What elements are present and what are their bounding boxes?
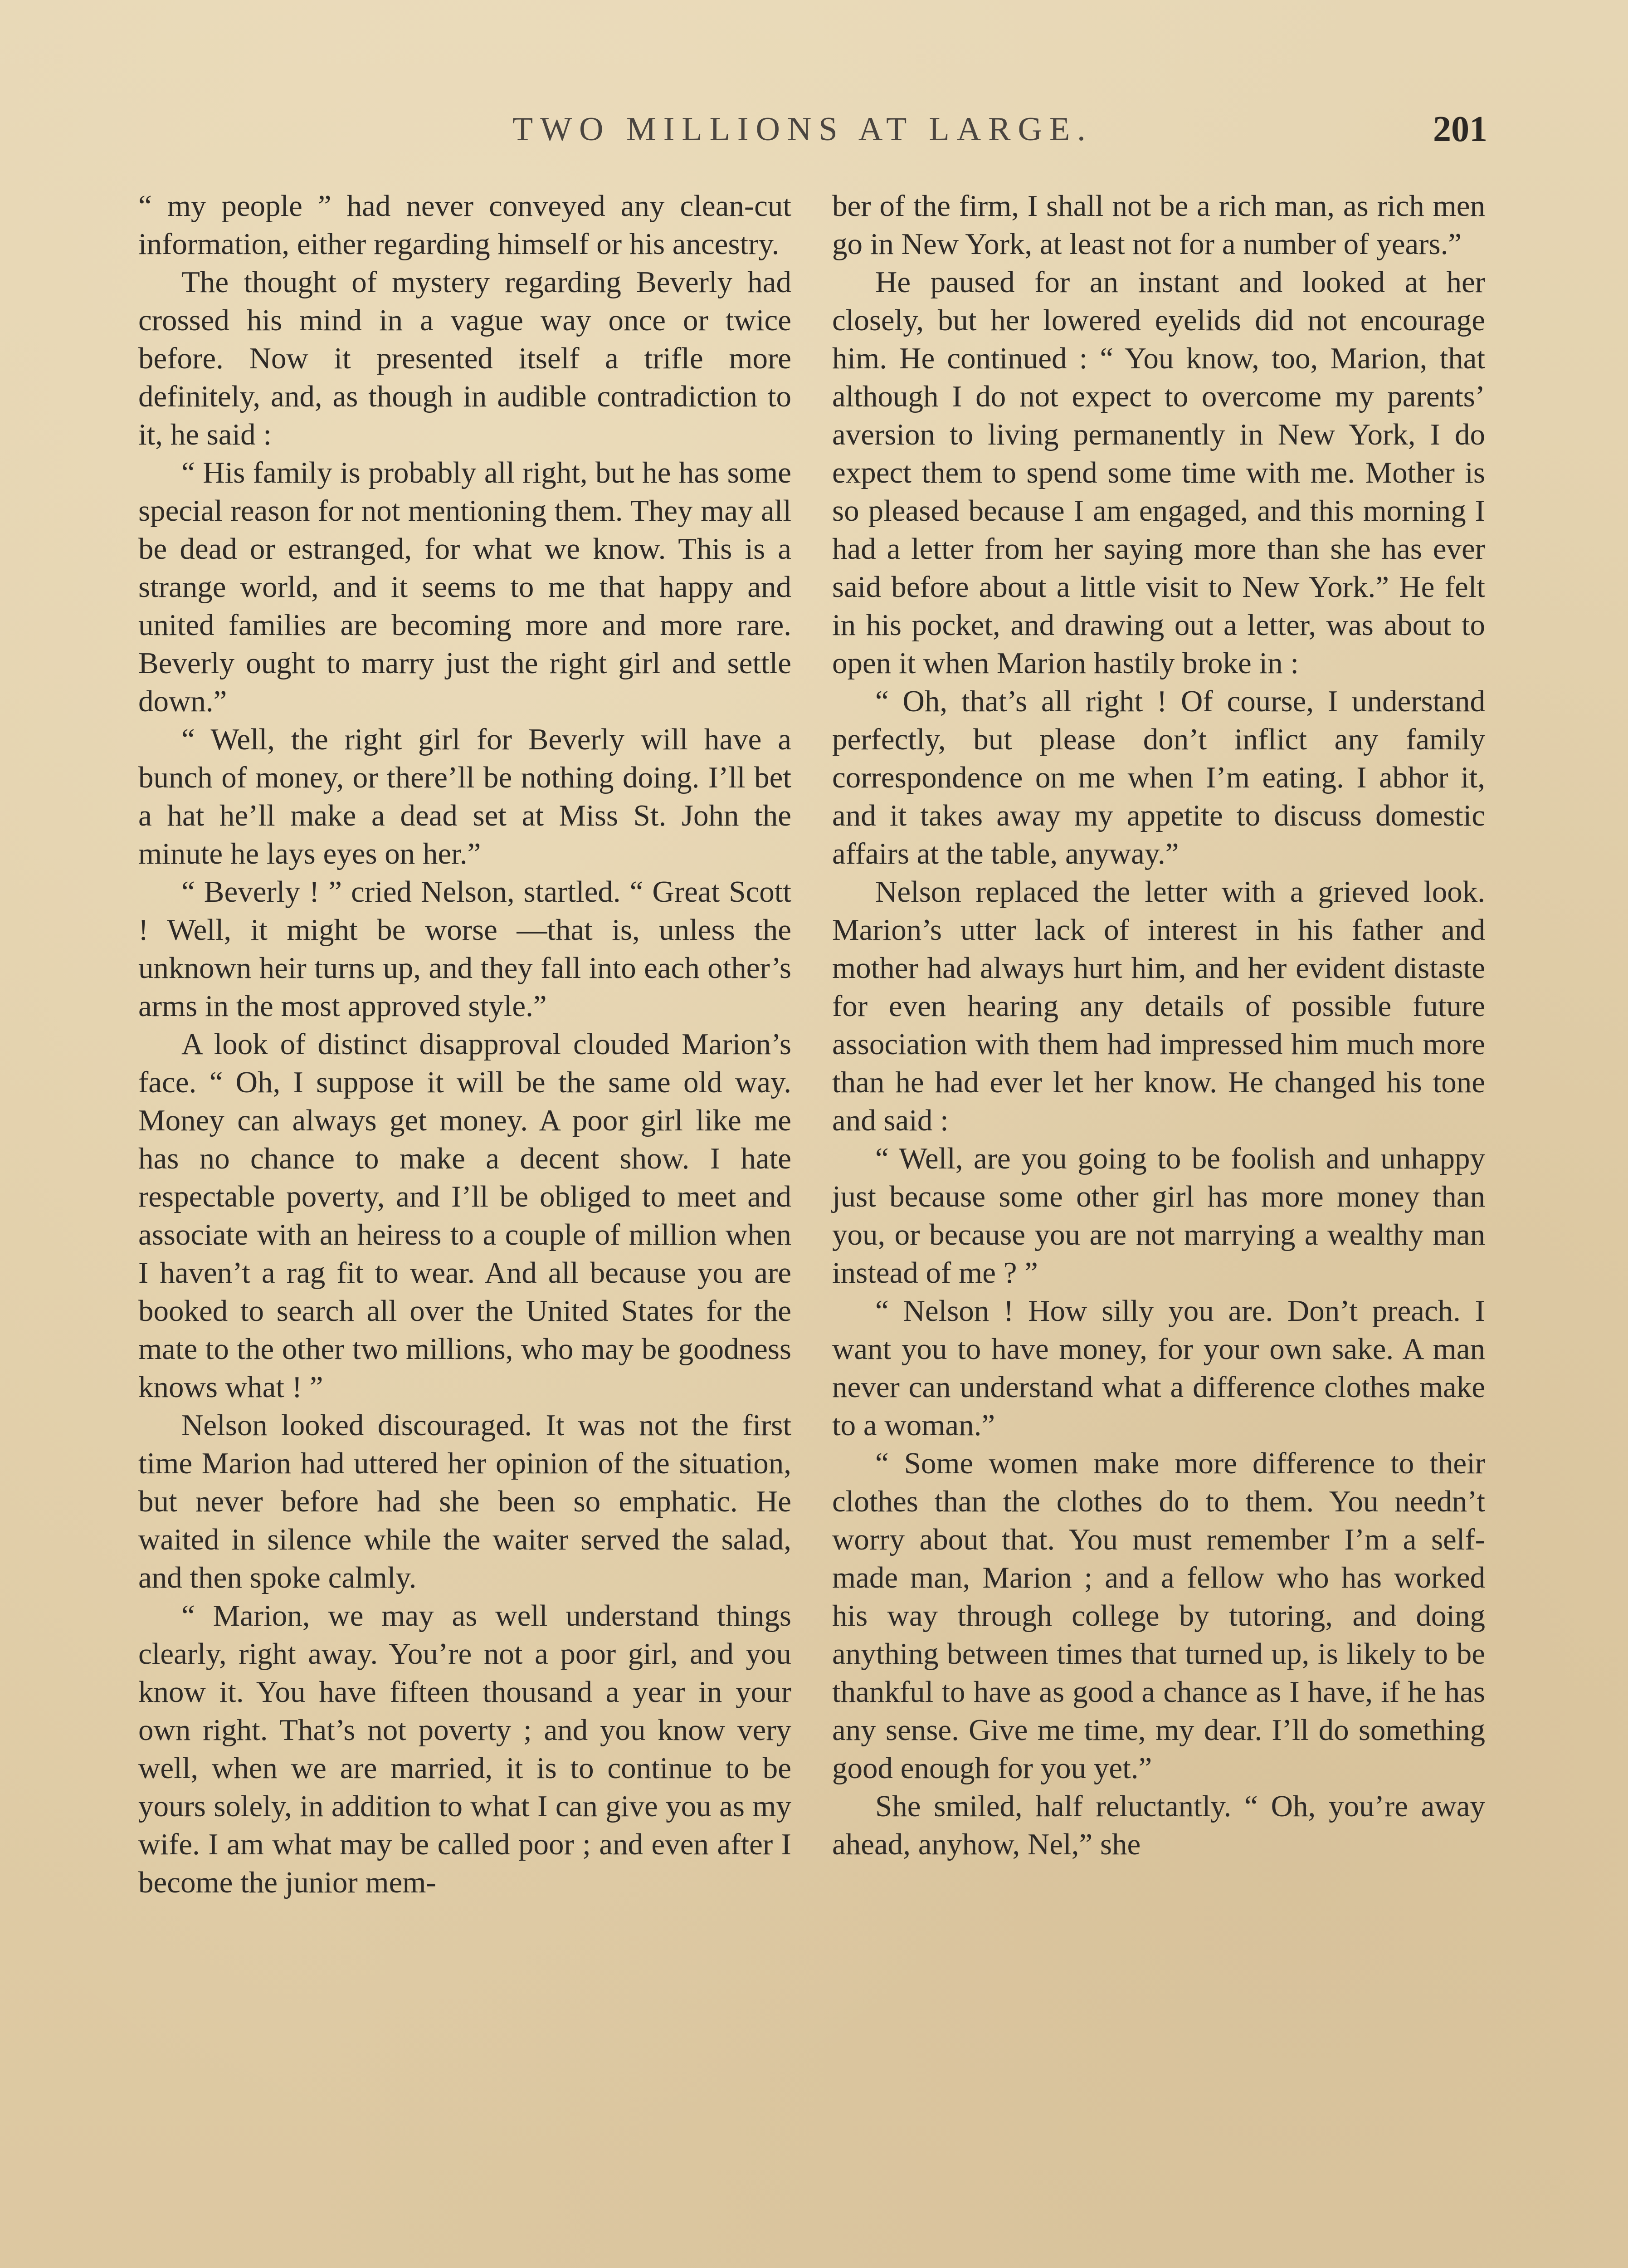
paragraph: A look of distinct disapproval clouded Marion’s face. “ Oh, I suppose it will be the same old way. Money can always get money. A poor girl like me has no chance to make a decent show. I hate respectable poverty, and I’ll be obliged to meet and associate with an heiress to a couple of million when I haven’t a rag fit to wear. And all because you are booked to search all over the United States for the mate to the other two millions, who may be goodness knows what ! ” [138, 1027, 791, 1404]
paragraph: “ His family is probably all right, but he has some special reason for not mentioning them. They may all be dead or estranged, for what we know. This is a strange world, and it seems to me that happy and united families are becoming more and more rare. Beverly ought to marry just the right girl and settle down.” [138, 456, 791, 718]
paragraph: He paused for an instant and looked at her closely, but her lowered eyelids did not encourage him. He continued : “ You know, too, Marion, that although I do not expect to overcome my parents’ aversion to living permanently in New York, I do expect them to spend some time with me. Mother is so pleased because I am engaged, and this morning I had a letter from her saying more than she has ever said before about a little visit to New York.” He felt in his pocket, and drawing out a letter, was about to open it when Marion hastily broke in : [832, 265, 1485, 680]
right-column [832, 187, 1485, 1863]
paragraph: Nelson looked discouraged. It was not the first time Marion had uttered her opinion of the situation, but never before had she been so emphatic. He waited in silence while the waiter served the salad, and then spoke calmly. [138, 1408, 791, 1594]
page-header [127, 104, 1487, 154]
paragraph: ber of the firm, I shall not be a rich man, as rich men go in New York, at least not for a number of years.” [832, 189, 1485, 261]
paragraph: Nelson replaced the letter with a grieved look. Marion’s utter lack of interest in his father and mother had always hurt him, and her evident distaste for even hearing any details of possible future association with them had impressed him much more than he had ever let her know. He changed his tone and said : [832, 875, 1485, 1137]
paragraph: “ Well, are you going to be foolish and unhappy just because some other girl has more money than you, or because you are not marrying a wealthy man instead of me ? ” [832, 1142, 1485, 1290]
paragraph: The thought of mystery regarding Beverly had crossed his mind in a vague way once or twice before. Now it presented itself a trifle more definitely, and, as though in audible contradiction to it, he said : [138, 265, 791, 451]
paragraph: “ Well, the right girl for Beverly will have a bunch of money, or there’ll be nothing doing. I’ll bet a hat he’ll make a dead set at Miss St. John the minute he lays eyes on her.” [138, 723, 791, 870]
page-number: 201 [1433, 109, 1487, 149]
paragraph: “ Some women make more difference to their clothes than the clothes do to them. You needn’t worry about that. You must remember I’m a self-made man, Marion ; and a fellow who has worked his way through college by tutoring, and doing anything between times that turned up, is likely to be thankful to have as good a chance as I have, if he has any sense. Give me time, my dear. I’ll do something good enough for you yet.” [832, 1447, 1485, 1785]
paragraph: She smiled, half reluctantly. “ Oh, you’re away ahead, anyhow, Nel,” she [832, 1789, 1485, 1861]
paragraph: “ Marion, we may as well understand things clearly, right away. You’re not a poor girl, and you know it. You have fifteen thousand a year in your own right. That’s not poverty ; and you know very well, when we are married, it is to continue to be yours solely, in addition to what I can give you as my wife. I am what may be called poor ; and even after I become the junior mem- [138, 1599, 791, 1899]
paragraph: “ my people ” had never conveyed any clean-cut information, either regarding himself or his ancestry. [138, 189, 791, 261]
paragraph: “ Oh, that’s all right ! Of course, I understand perfectly, but please don’t inflict any family correspondence on me when I’m eating. I abhor it, and it takes away my appetite to discuss domestic affairs at the table, anyway.” [832, 684, 1485, 870]
running-head: TWO MILLIONS AT LARGE. [512, 111, 1093, 148]
paragraph: “ Beverly ! ” cried Nelson, startled. “ Great Scott ! Well, it might be worse —that is, unless the unknown heir turns up, and they fall into each other’s arms in the most approved style.” [138, 875, 791, 1023]
paragraph: “ Nelson ! How silly you are. Don’t preach. I want you to have money, for your own sake. A man never can understand what a difference clothes make to a woman.” [832, 1294, 1485, 1442]
left-column [138, 187, 791, 1901]
